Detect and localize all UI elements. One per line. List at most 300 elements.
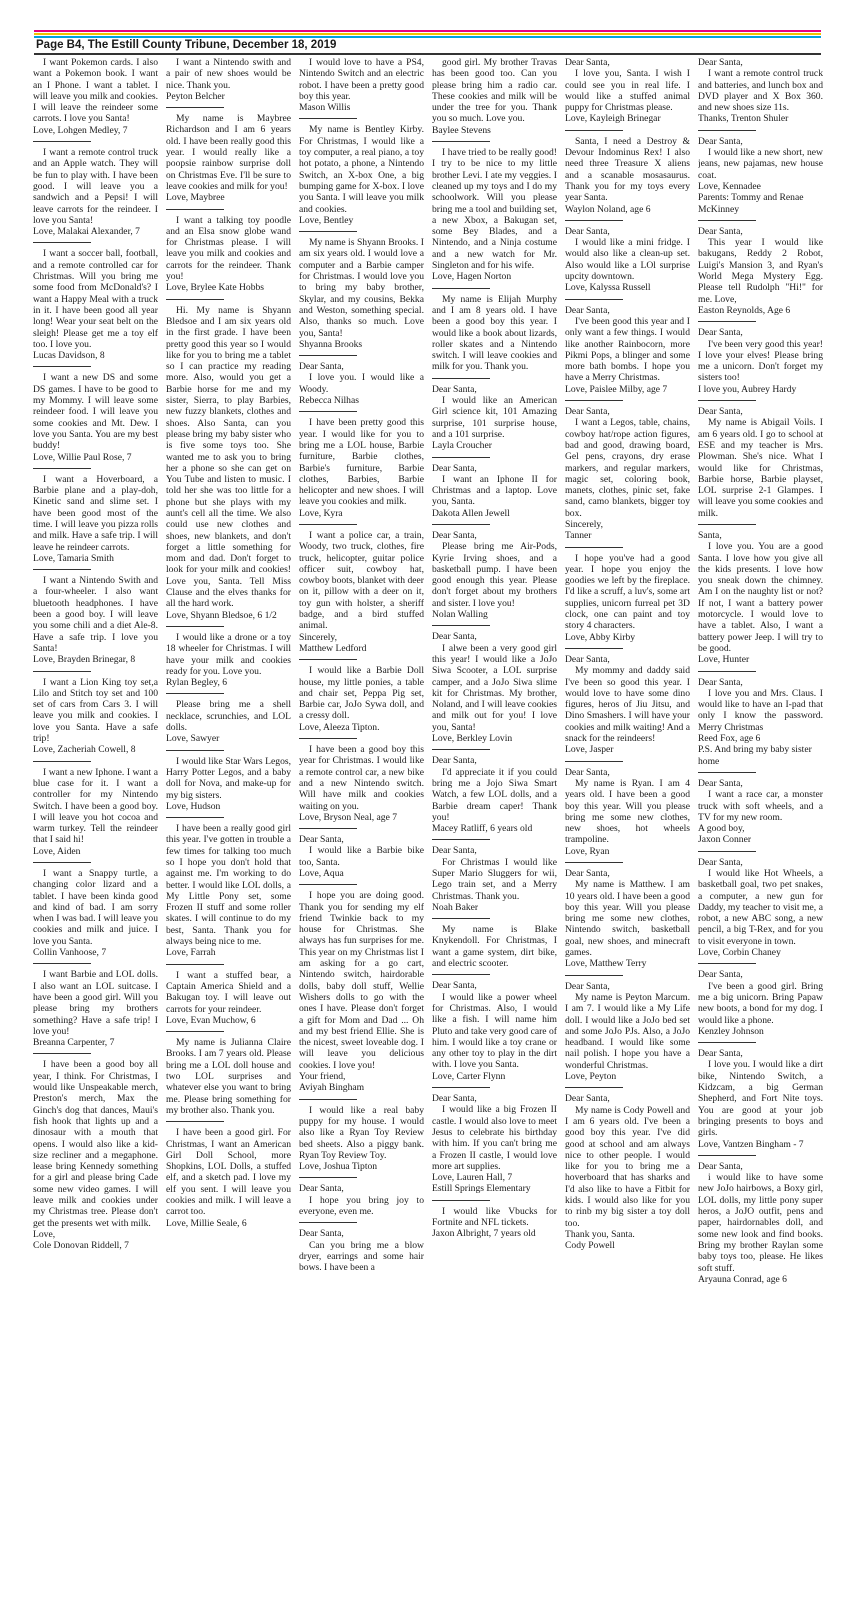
letter-body: I want a Nintendo swith and a pair of new shoes would be nice. Thank you. [166, 57, 291, 91]
letter-body: I want a police car, a train, Woody, two truck, clothes, fire truck, helicopter, guitar police officer suit, cowboy hat, cowboy boots, blanket with deer on it, pillow with a deer on it, toy gun with holster, a sheriff badge, and a bird stuffed animal. [299, 529, 424, 632]
letter-body: good girl. My brother Travas has been good too. Can you please bring him a radio car. These cookies and milk will be under the tree for you. Thank you so much. Love you. [432, 57, 557, 125]
letter-signature: Love, Matthew Terry [565, 958, 647, 970]
letter-salutation: Dear Santa, [432, 529, 477, 541]
santa-letter [166, 1037, 291, 1116]
letter-signature: Love, Kalyssa Russell [565, 282, 651, 294]
letter-separator [299, 884, 357, 885]
letter-salutation: Dear Santa, [698, 676, 743, 688]
letter-body: I want a new Iphone. I want a blue case for it. I want a controller for my Nintendo Switch. I have been a good boy. I will leave you hot cocoa and warm turkey. Tell the reindeer that I said hi! [33, 766, 158, 846]
letter-signature: I love you, Aubrey Hardy [698, 383, 797, 395]
santa-letter [432, 1093, 557, 1195]
letter-salutation: Dear Santa, [698, 57, 743, 68]
letter-separator [166, 693, 224, 694]
letter-signature: Love, Willie Paul Rose, 7 [33, 451, 132, 463]
santa-letter [33, 248, 158, 361]
letter-body: I want a talking toy poodle and an Elsa snow globe wand for Christmas please. I will leave you milk and cookies and carrots for the reindeer. Thank you! [166, 214, 291, 283]
letter-separator [33, 862, 91, 863]
letter-body: Please bring me Air-Pods, Kyrie Irving shoes, and a basketball pump. I have been good enough this year. Please don't forget about my brothers and sister. I love you! [432, 541, 557, 609]
letter-signature: Love, Maybree [166, 192, 225, 204]
letter-separator [33, 1053, 91, 1054]
santa-letter [698, 57, 823, 125]
letter-signature: Love, Aiden [33, 845, 81, 857]
letter-separator [565, 130, 623, 131]
letter-body: This year I would like bakugans, Reddy 2 Robot, Luigi's Mansion 3, and Ryan's World Mega Mystery Egg. Please tell Rudolph "Hi!" for me. Love, [698, 237, 823, 305]
letter-signature: Rebecca Nilhas [299, 395, 359, 407]
letter-signature: Jaxon Conner [698, 834, 752, 846]
letter-separator [33, 963, 91, 964]
santa-letter [698, 778, 823, 846]
letter-body: I want a soccer ball, football, and a remote controlled car for Christmas. Will you bring me some food from McDonald's? I want a Happy Meal with a truck in it. I have been good all year long! Wear your seat belt on the sleigh! Please get me a toy elf too. I love you. [33, 248, 158, 350]
letter-signature: Thanks, Trenton Shuler [698, 113, 789, 125]
letter-body: I want an Iphone II for Christmas and a laptop. Love you, Santa. [432, 473, 557, 508]
letter-salutation: Dear Santa, [698, 1160, 743, 1172]
letter-body: I've been a good girl. Bring me a big unicorn. Bring Papaw new boots, a bond for my dog. I would like a phone. [698, 980, 823, 1026]
letter-salutation: Dear Santa, [698, 406, 743, 418]
letter-signature: Love, Bryson Neal, age 7 [299, 811, 398, 823]
letter-salutation: Dear Santa, [432, 631, 477, 643]
letter-body: My name is Cody Powell and I am 6 years old. I've been a good boy this year. I've did good at school and am always nice to other people. I would like for you to bring me a hoverboard that has sharks and I'd also like to have a Fitbit for kids. I would also like for you to rinb my big sister a toy doll too. [565, 1104, 690, 1229]
letter-salutation: Dear Santa, [565, 766, 610, 778]
santa-letter [432, 845, 557, 913]
letter-separator [166, 107, 224, 108]
letter-separator [565, 862, 623, 863]
letter-separator [166, 750, 224, 751]
letter-signature: Love, Ryan [565, 845, 610, 857]
letter-body: My name is Peyton Marcum. I am 7. I would like a My Life doll. I would like a JoJo bed set and some JoJo PJs. Also, a JoJo headband. I would like some nail polish. I hope you have a wonderful Christmas. [565, 991, 690, 1071]
letter-signature: Love, Jasper [565, 744, 614, 756]
letter-salutation: Dear Santa, [565, 57, 610, 68]
letter-signature: Sincerely, [565, 518, 604, 530]
santa-letter [698, 857, 823, 959]
letter-signature: Cole Donovan Riddell, 7 [33, 1240, 129, 1252]
letter-signature: Love, Hudson [166, 800, 221, 812]
letter-separator [33, 242, 91, 243]
letter-signature: Nolan Walling [432, 609, 488, 621]
santa-letter [565, 767, 690, 857]
santa-letter [299, 124, 424, 226]
letter-separator [698, 851, 756, 852]
letter-salutation: Dear Santa, [432, 980, 477, 992]
letter-separator [698, 130, 756, 131]
letter-signature: Shyanna Brooks [299, 338, 363, 350]
santa-letter [33, 1059, 158, 1251]
santa-letter [432, 530, 557, 620]
letter-signature: Love, Brayden Brinegar, 8 [33, 654, 136, 666]
letter-signature: Aryauna Conrad, age 6 [698, 1273, 787, 1285]
letter-salutation: Dear Santa, [698, 969, 743, 981]
letter-separator [565, 220, 623, 221]
letter-body: My name is Elijah Murphy and I am 8 years old. I have been a good boy this year. I would like a book about lizards, roller skates and a Nintendo switch. I will leave cookies and milk for you. Thank you. [432, 293, 557, 373]
letter-signature: Love, Tamaria Smith [33, 552, 114, 564]
letter-signature: Sincerely, [299, 631, 338, 643]
letter-body: My name is Matthew. I am 10 years old. I have been a good boy this year. Will you please bring me some new clothes, Nintendo switch, basketball goal, new shoes, and minecraft games. [565, 879, 690, 959]
letter-signature: A good boy, [698, 823, 745, 835]
letter-body: I want a remote control truck and batteries, and lunch box and DVD player and X Box 360. and new shoes size 11s. [698, 68, 823, 114]
letter-separator [698, 671, 756, 672]
letter-body: I would like Star Wars Legos, Harry Potter Legos, and a baby doll for Nova, and make-up for my big sisters. [166, 755, 291, 801]
letter-salutation: Dear Santa, [565, 653, 610, 665]
santa-letter [33, 969, 158, 1048]
letter-body: Can you bring me a blow dryer, earrings and some hair bows. I have been a [299, 1239, 424, 1274]
magenta-bar [34, 30, 821, 32]
letter-salutation: Dear Santa, [698, 856, 743, 868]
letter-body: My name is Ryan. I am 4 years old. I have been a good boy this year. Will you please bring me some new clothes, new shoes, hot wheels trampoline. [565, 777, 690, 846]
letter-body: I love you and Mrs. Claus. I would like to have an I-pad that only I know the password. Merry Christmas [698, 687, 823, 733]
letter-body: I have been a good boy all year, I think. For Christmas, I would like Unspeakable merch, Preston's merch, Max the Ginch's dog that dances, Maui's fish hook that lights up and a dinosaur with a mouth that opens. I would also like a kid-size recliner and a megaphone. lease bring Kennedy something for a girl and please bring Cade some new video games. I will leave milk and cookies under my Christmas tree. Please don't get the presents wet with milk. [33, 1059, 158, 1229]
santa-letter [299, 890, 424, 1093]
santa-letter [33, 677, 158, 756]
letter-separator [33, 761, 91, 762]
letter-body: I have been a good girl. For Christmas, I want an American Girl Doll School, more Shopkins, LOL Dolls, a stuffed elf, and a sketch pad. I love my elf you sent. I will leave you cookies and milk. I will leave a carrot too. [166, 1127, 291, 1218]
letter-body: I have been pretty good this year. I would like for you to bring me a LOL house, Barbie furniture, Barbie clothes, Barbie's furniture, Barbie clothes, Barbies, Barbie helicopter and new shoes. I will leave you cookies and milk. [299, 417, 424, 508]
letter-salutation: Dear Santa, [698, 777, 743, 789]
letter-separator [299, 659, 357, 660]
letter-separator [166, 1121, 224, 1122]
letter-salutation: Dear Santa, [565, 304, 610, 316]
header-rule [34, 53, 821, 55]
letter-body: I have been a good boy this year for Christmas. I would like a remote control car, a new bike and a new Nintendo switch. Will have milk and cookies waiting on you. [299, 744, 424, 812]
santa-letter [698, 406, 823, 519]
santa-letter [565, 553, 690, 643]
letter-body: I want a Legos, table, chains, cowboy hat/rope action figures, bad and good, drawing board, Gel pens, crayons, dry erase markers, and regular markers, magic set, coloring book, manets, clothes, pinic set, fake sand, camo blankets, bigger toy box. [565, 417, 690, 519]
letter-separator [299, 524, 357, 525]
yellow-bar [34, 33, 821, 35]
letter-signature: Love, Paislee Milby, age 7 [565, 383, 668, 395]
letter-signature: Jaxon Albright, 7 years old [432, 1228, 536, 1240]
letter-signature: Estill Springs Elementary [432, 1183, 531, 1195]
letter-body: I hope you are doing good. Thank you for sending my elf friend Twinkie back to my house for Christmas. She always has fun surprises for me. This year on my Christmas list I am asking for a go cart, Nintendo switch, hairdorable dolls, baby doll stuff, Wellie Wishers dolls to go with the ones I have. Please don't forget a gift for Mom and Dad ... Oh and my best friend Ellie. She is the nicest, sweet loveable dog. I will leave you delicious cookies. I love you! [299, 890, 424, 1071]
letter-salutation: Dear Santa, [698, 135, 743, 147]
letter-separator [565, 547, 623, 548]
letter-separator [698, 1042, 756, 1043]
letter-signature: Love, Peyton [565, 1071, 617, 1083]
santa-letter [33, 767, 158, 857]
letter-signature: Peyton Belcher [166, 90, 225, 102]
letter-salutation: Dear Santa, [565, 406, 610, 418]
letter-signature: Love, [33, 1228, 56, 1240]
letter-body: My name is Bentley Kirby. For Christmas, I would like a toy computer, a real piano, a toy hot potato, a phone, a Nintendo Switch, an X-box One, a big bumping game for X-box. I love you Santa. I will leave you milk and cookies. [299, 124, 424, 215]
letter-salutation: Dear Santa, [698, 1048, 743, 1060]
letter-body: I love you. I would like a Woody. [299, 372, 424, 395]
letter-signature: Baylee Stevens [432, 124, 491, 136]
letter-body: I love you. You are a good Santa. I love how you give all the kids presents. I love how you sneak down the chimney. Am I on the naughty list or not? If not, I want a battery power motorcycle. I would love to have a tablet. Also, I want a battery power Jeep. I will try to be good. [698, 541, 823, 654]
letter-signature: Love, Millie Seale, 6 [166, 1217, 247, 1229]
santa-letter [33, 147, 158, 237]
santa-letter [166, 632, 291, 688]
letter-signature: Tanner [565, 530, 592, 542]
letter-signature: Noah Baker [432, 901, 479, 913]
letter-signature: Love, Hunter [698, 654, 750, 666]
letter-body: I want a Snappy turtle, a changing color lizard and a tablet. I have been kinda good and kind of bad. I am sorry when I was bad. I will leave you cookies and milk and juice. I love you Santa. [33, 868, 158, 947]
letter-signature: Love, Brylee Kate Hobbs [166, 282, 265, 294]
letter-body: I want Pokemon cards. I also want a Pokemon book. I want an I Phone. I want a tablet. I will leave you milk and cookies. I will leave the reindeer some carrots. I love you Santa! [33, 57, 158, 125]
santa-letter [299, 361, 424, 406]
letter-separator [698, 321, 756, 322]
letter-separator [698, 1155, 756, 1156]
letter-signature: Love, Joshua Tipton [299, 1161, 378, 1173]
letter-separator [299, 1099, 357, 1100]
letter-separator [299, 738, 357, 739]
letter-body: Santa, I need a Destroy & Devour Indominus Rex! I also need three Treasure X aliens and a scanable mosasaurus. Thank you for my toys every year Santa. [565, 135, 690, 204]
santa-letter [299, 1183, 424, 1217]
santa-letter [33, 57, 158, 136]
letter-separator [299, 1177, 357, 1178]
letter-signature: Love, Zacheriah Cowell, 8 [33, 744, 136, 756]
letter-signature: Love, Corbin Chaney [698, 947, 781, 959]
letter-signature: Love, Hagen Norton [432, 271, 512, 283]
letter-signature: Love, Kyra [299, 507, 343, 519]
letter-separator [33, 366, 91, 367]
letter-signature: Thank you, Santa. [565, 1228, 635, 1240]
letter-body: For Christmas I would like Super Mario Sluggers for wii, Lego train set, and a Merry Christmas. Thank you. [432, 856, 557, 902]
letter-signature: Collin Vanhoose, 7 [33, 947, 107, 959]
letter-separator [432, 457, 490, 458]
santa-letter [698, 1161, 823, 1285]
letter-signature: Parents: Tommy and Renae McKinney [698, 192, 804, 215]
letter-separator [33, 141, 91, 142]
letter-body: My name is Shyann Brooks. I am six years old. I would love a computer and a Barbie camper for Christmas. I would love you to bring my baby brother, Skylar, and my cousins, Bekka and Weston, something special. Also, thanks so much. Love you, Santa! [299, 237, 424, 339]
letter-separator [432, 625, 490, 626]
letter-body: I would like a mini fridge. I would also like a clean-up set. Also would like a LOl surprise upcity downtown. [565, 237, 690, 283]
letter-body: My name is Julianna Claire Brooks. I am 7 years old. Please bring me a LOL doll house and two LOL surprises and whatever else you want to bring me. Please bring something for my brother also. Thank you. [166, 1037, 291, 1116]
santa-letter [33, 474, 158, 564]
letter-salutation: Dear Santa, [565, 868, 610, 879]
letter-separator [166, 626, 224, 627]
letter-signature: Love, Farrah [166, 947, 216, 959]
santa-letter [166, 215, 291, 294]
letter-signature: Love, Carter Flynn [432, 1070, 506, 1082]
letter-body: I want a remote control truck and an Apple watch. They will be fun to play with. I have been good. I will leave you a sandwich and a Pepsi! I will leave carrots for the reindeer. I love you Santa! [33, 147, 158, 226]
letter-body: I want a stuffed bear, a Captain America Shield and a Bakugan toy. I will leave out carrots for your reindeer. [166, 969, 291, 1015]
letter-signature: Love, Sawyer [166, 733, 220, 745]
letter-body: I'd appreciate it if you could bring me a Jojo Siwa Smart Watch, a few LOL dolls, and a Barbie dream caper! Thank you! [432, 766, 557, 823]
letter-separator [698, 963, 756, 964]
santa-letter [432, 147, 557, 283]
letter-signature: Aviyah Bingham [299, 1082, 365, 1094]
letter-salutation: Dear Santa, [432, 845, 477, 857]
letter-separator [299, 1222, 357, 1223]
letter-salutation: Dear Santa, [299, 1228, 344, 1240]
letter-separator [565, 761, 623, 762]
letter-salutation: Dear Santa, [698, 225, 743, 237]
letter-body: Hi. My name is Shyann Bledsoe and I am six years old in the first grade. I have been pretty good this year so I would like for you to bring me a tablet so I can practice my reading more. Also, would you get a Barbie horse for me and my sister, Sierra, to play Barbies, new fuzzy blankets, clothes and shoes. Also Santa, can you please bring my baby sister who is five some toys too. She wanted me to ask you to bring her a phone so she can get on You Tube and listen to music. I told her she was too little for a phone but she plays with my aunt's cell all the time. We also could use new clothes and shoes, new blankets, and don't forget a little something for mom and dad. Don't forget to look for your milk and cookies! Love you, Santa. Tell Miss Clause and the elves thanks for all the hard work. [166, 304, 291, 610]
letter-separator [432, 918, 490, 919]
santa-letter [565, 406, 690, 542]
letters-columns [33, 57, 823, 1612]
letter-signature: Cody Powell [565, 1240, 615, 1252]
letter-signature: Dakota Allen Jewell [432, 507, 510, 519]
letter-signature: P.S. And bring my baby sister home [698, 744, 812, 767]
santa-letter [565, 654, 690, 756]
santa-letter [299, 417, 424, 519]
letter-signature: Love, Malakai Alexander, 7 [33, 226, 140, 238]
letter-body: I would like a big Frozen II castle. I would also love to meet Jesus to celebrate his birthday with him. If you can't bring me a Frozen II castle, I would love more art supplies. [432, 1104, 557, 1172]
santa-letter [432, 57, 557, 136]
letter-body: I would like a drone or a toy 18 wheeler for Christmas. I will have your milk and cookies ready for you. Love you. [166, 631, 291, 677]
letter-signature: Love, Kennadee [698, 180, 761, 192]
santa-letter [166, 1127, 291, 1229]
letter-signature: Reed Fox, age 6 [698, 733, 761, 745]
santa-letter [432, 631, 557, 744]
santa-letter [565, 226, 690, 294]
letter-body: I want Barbie and LOL dolls. I also want an LOL suitcase. I have been a good girl. Will you please bring my brothers something? Have a safe trip! I love you! [33, 969, 158, 1037]
letter-signature: Kenzley Johnson [698, 1025, 764, 1037]
letter-signature: Breanna Carpenter, 7 [33, 1037, 115, 1049]
letter-separator [432, 288, 490, 289]
santa-letter [299, 665, 424, 733]
letter-separator [698, 220, 756, 221]
letter-body: My name is Abigail Voils. I am 6 years old. I go to school at ESE and my teacher is Mrs. Plowman. She's nice. What I would like for Christmas, Barbie horse, Barbie playset, LOL surprise 2-1 Glampes. I will leave you some cookies and milk. [698, 417, 823, 519]
santa-letter [432, 294, 557, 373]
letter-separator [565, 299, 623, 300]
letter-body: I would like a Barbie bike too, Santa. [299, 845, 424, 868]
santa-letter [698, 136, 823, 215]
letter-salutation: Dear Santa, [299, 834, 344, 846]
letter-salutation: Dear Santa, [565, 980, 610, 992]
letter-separator [166, 817, 224, 818]
letter-separator [33, 671, 91, 672]
letter-signature: Mason Willis [299, 102, 351, 114]
letter-signature: Your friend, [299, 1071, 346, 1083]
letter-separator [299, 411, 357, 412]
santa-letter [565, 981, 690, 1083]
letter-body: I want a race car, a monster truck with soft wheels, and a TV for my new room. [698, 789, 823, 823]
letter-body: I love you. I would like a dirt bike, Nintendo Switch, a Kidzcam, a big German Shepherd, and Fort Nite toys. You are good at your job bringing presents to boys and girls. [698, 1059, 823, 1139]
letter-salutation: Dear Santa, [565, 1093, 610, 1105]
letter-body: I would like a Barbie Doll house, my little ponies, a table and chair set, Peppa Pig set, Barbie car, JoJo Sywa doll, and a cressy doll. [299, 665, 424, 722]
letter-body: I would like a new short, new jeans, new pajamas, new house coat. [698, 147, 823, 181]
column-5 [565, 57, 690, 1612]
letter-body: I would like Hot Wheels, a basketball goal, two pet snakes, a computer, a new gun for Daddy, my teacher to visit me, a robot, a new ABC song, a new pencil, a big T-Rex, and for you to visit everyone in town. [698, 868, 823, 947]
letter-separator [33, 468, 91, 469]
letter-salutation: Dear Santa, [432, 1093, 477, 1105]
santa-letter [299, 1228, 424, 1273]
letter-separator [299, 231, 357, 232]
letter-body: My name is Blake Knykendoll. For Christmas, I want a game system, dirt bike, and electric scooter. [432, 924, 557, 970]
santa-letter [432, 755, 557, 834]
santa-letter [33, 575, 158, 665]
santa-letter [166, 305, 291, 621]
letter-salutation: Dear Santa, [432, 462, 477, 474]
santa-letter [565, 1093, 690, 1251]
letter-body: I alwe been a very good girl this year! I would like a JoJo Siwa Scooter, a LOL surprise camper, and a JoJo Siwa slime kit for Christmas. My brother, Noland, and I will leave cookies and milk out for you! I love you, Santa! [432, 642, 557, 733]
letter-separator [432, 524, 490, 525]
santa-letter [166, 823, 291, 959]
santa-letter [565, 136, 690, 215]
column-4 [432, 57, 557, 1612]
letter-body: i would like to have some new JoJo hairbows, a Boxy girl, LOL dolls, my little pony super heros, a JoJO outfit, pens and paper, hairdornables doll, and some new look and find books. Bring my brother Raylan some baby toys too, please. He likes soft stuff. [698, 1172, 823, 1274]
letter-separator [565, 648, 623, 649]
letter-signature: Easton Reynolds, Age 6 [698, 304, 791, 316]
letter-salutation: Dear Santa, [565, 225, 610, 237]
santa-letter [698, 969, 823, 1037]
letter-body: My mommy and daddy said I've been so good this year. I would love to have some dino figures, heros of Jiu Jitsu, and Dino Smashers. I will have your cookies and milk waiting! And a snack for the reindeers! [565, 665, 690, 745]
letter-body: I want a Nintendo Swith and a four-wheeler. I also want bluetooth headphones. I have been a good boy. I will leave you some chili and a diet Ale-8. Have a safe trip. I love you Santa! [33, 575, 158, 654]
letter-signature: Love, Bentley [299, 214, 354, 226]
letter-body: I want a new DS and some DS games. I have to be good to my Mommy. I will leave some reindeer food. I will leave you some cookies and Mt. Dew. I love you Santa. You are my best buddy! [33, 372, 158, 452]
santa-letter [432, 924, 557, 969]
letter-signature: Love, Kayleigh Brinegar [565, 113, 661, 125]
letter-signature: Love, Lauren Hall, 7 [432, 1172, 513, 1184]
letter-salutation: Dear Santa, [432, 755, 477, 767]
letter-separator [698, 772, 756, 773]
santa-letter [698, 327, 823, 395]
letter-body: I would like a power wheel for Christmas. Also, I would like a fish. I will name him Pluto and take very good care of him. I would like a toy crane or any other toy to play in the dirt with. I love you Santa. [432, 991, 557, 1071]
santa-letter [33, 868, 158, 958]
column-6 [698, 57, 823, 1612]
santa-letter [698, 1048, 823, 1150]
letter-separator [299, 355, 357, 356]
santa-letter [299, 530, 424, 654]
letter-body: I've been very good this year! I love your elves! Please bring me a unicorn. Don't forget my sisters too! [698, 338, 823, 384]
letter-body: I want a Hoverboard, a Barbie plane and a play-doh, Kinetic sand and slime set. I have been good most of the time. I will leave you pizza rolls and milk. Have a safe trip. I will leave he reindeer carrots. [33, 473, 158, 553]
santa-letter [698, 677, 823, 767]
letter-separator [432, 141, 490, 142]
letter-signature: Waylon Noland, age 6 [565, 203, 651, 215]
santa-letter [432, 1206, 557, 1240]
santa-letter [299, 57, 424, 113]
letter-separator [432, 839, 490, 840]
santa-letter [565, 305, 690, 395]
letter-separator [33, 569, 91, 570]
letter-body: I love you, Santa. I wish I could see you in real life. I would like a stuffed animal puppy for Christmas please. [565, 68, 690, 114]
letter-separator [166, 964, 224, 965]
letter-separator [698, 400, 756, 401]
santa-letter [166, 756, 291, 812]
letter-separator [166, 1031, 224, 1032]
santa-letter [166, 113, 291, 203]
letter-separator [432, 1200, 490, 1201]
santa-letter [299, 834, 424, 879]
letter-salutation: Dear Santa, [299, 1183, 344, 1195]
letter-signature: Macey Ratliff, 6 years old [432, 823, 533, 835]
letter-body: I would like an American Girl science kit, 101 Amazing surprise, 101 surprise house, and a 101 surprise. [432, 395, 557, 440]
letter-separator [565, 975, 623, 976]
letter-body: I want a Lion King toy set,a Lilo and Stitch toy set and 100 set of cars from Cars 3. I will leave you milk and cookies. I love you Santa. Have a safe trip! [33, 676, 158, 745]
letter-separator [166, 299, 224, 300]
santa-letter [565, 868, 690, 970]
letter-separator [432, 749, 490, 750]
letter-body: I have tried to be really good! I try to be nice to my little brother Levi. I ate my veggies. I cleaned up my toys and I do my schoolwork. Will you please bring me a tool and building set, a new Xbox, a Bakugan set, some Bey Blades, and a Nintendo, and a Ninja costume and a new watch for Mr. Singleton and for his wife. [432, 147, 557, 272]
letter-separator [299, 118, 357, 119]
letter-signature: Love, Evan Muchow, 6 [166, 1014, 256, 1026]
letter-signature: Love, Berkley Lovin [432, 733, 513, 745]
letter-signature: Rylan Begley, 6 [166, 677, 228, 689]
letter-body: Please bring me a shell necklace, scrunchies, and LOL dolls. [166, 699, 291, 734]
letter-signature: Love, Vantzen Bingham - 7 [698, 1138, 804, 1150]
santa-letter [432, 980, 557, 1082]
letter-body: I would love to have a PS4, Nintendo Switch and an electric robot. I have been a pretty good boy this year. [299, 57, 424, 102]
color-registration-bars [34, 30, 821, 38]
letter-separator [432, 974, 490, 975]
santa-letter [166, 970, 291, 1026]
santa-letter [698, 226, 823, 316]
letter-separator [432, 1087, 490, 1088]
letter-separator [166, 209, 224, 210]
santa-letter [565, 57, 690, 125]
letter-salutation: Dear Santa, [299, 361, 344, 373]
santa-letter [299, 744, 424, 823]
santa-letter [432, 463, 557, 519]
letter-signature: Love, Aqua [299, 868, 344, 879]
santa-letter [166, 57, 291, 102]
page-header: Page B4, The Estill County Tribune, December 18, 2019 [36, 39, 337, 51]
letter-separator [565, 400, 623, 401]
letter-body: I would like a real baby puppy for my house. I would also like a Ryan Toy Review bed sheets. Also a piggy bank. Ryan Toy Review Toy. [299, 1104, 424, 1161]
santa-letter [299, 237, 424, 350]
letter-salutation: Dear Santa, [432, 383, 477, 395]
letter-body: My name is Maybree Richardson and I am 6 years old. I have been really good this year. I would really like a poopsie rainbow surprise doll on Christmas Eve. I'll be sure to leave cookies and milk for you! [166, 113, 291, 192]
